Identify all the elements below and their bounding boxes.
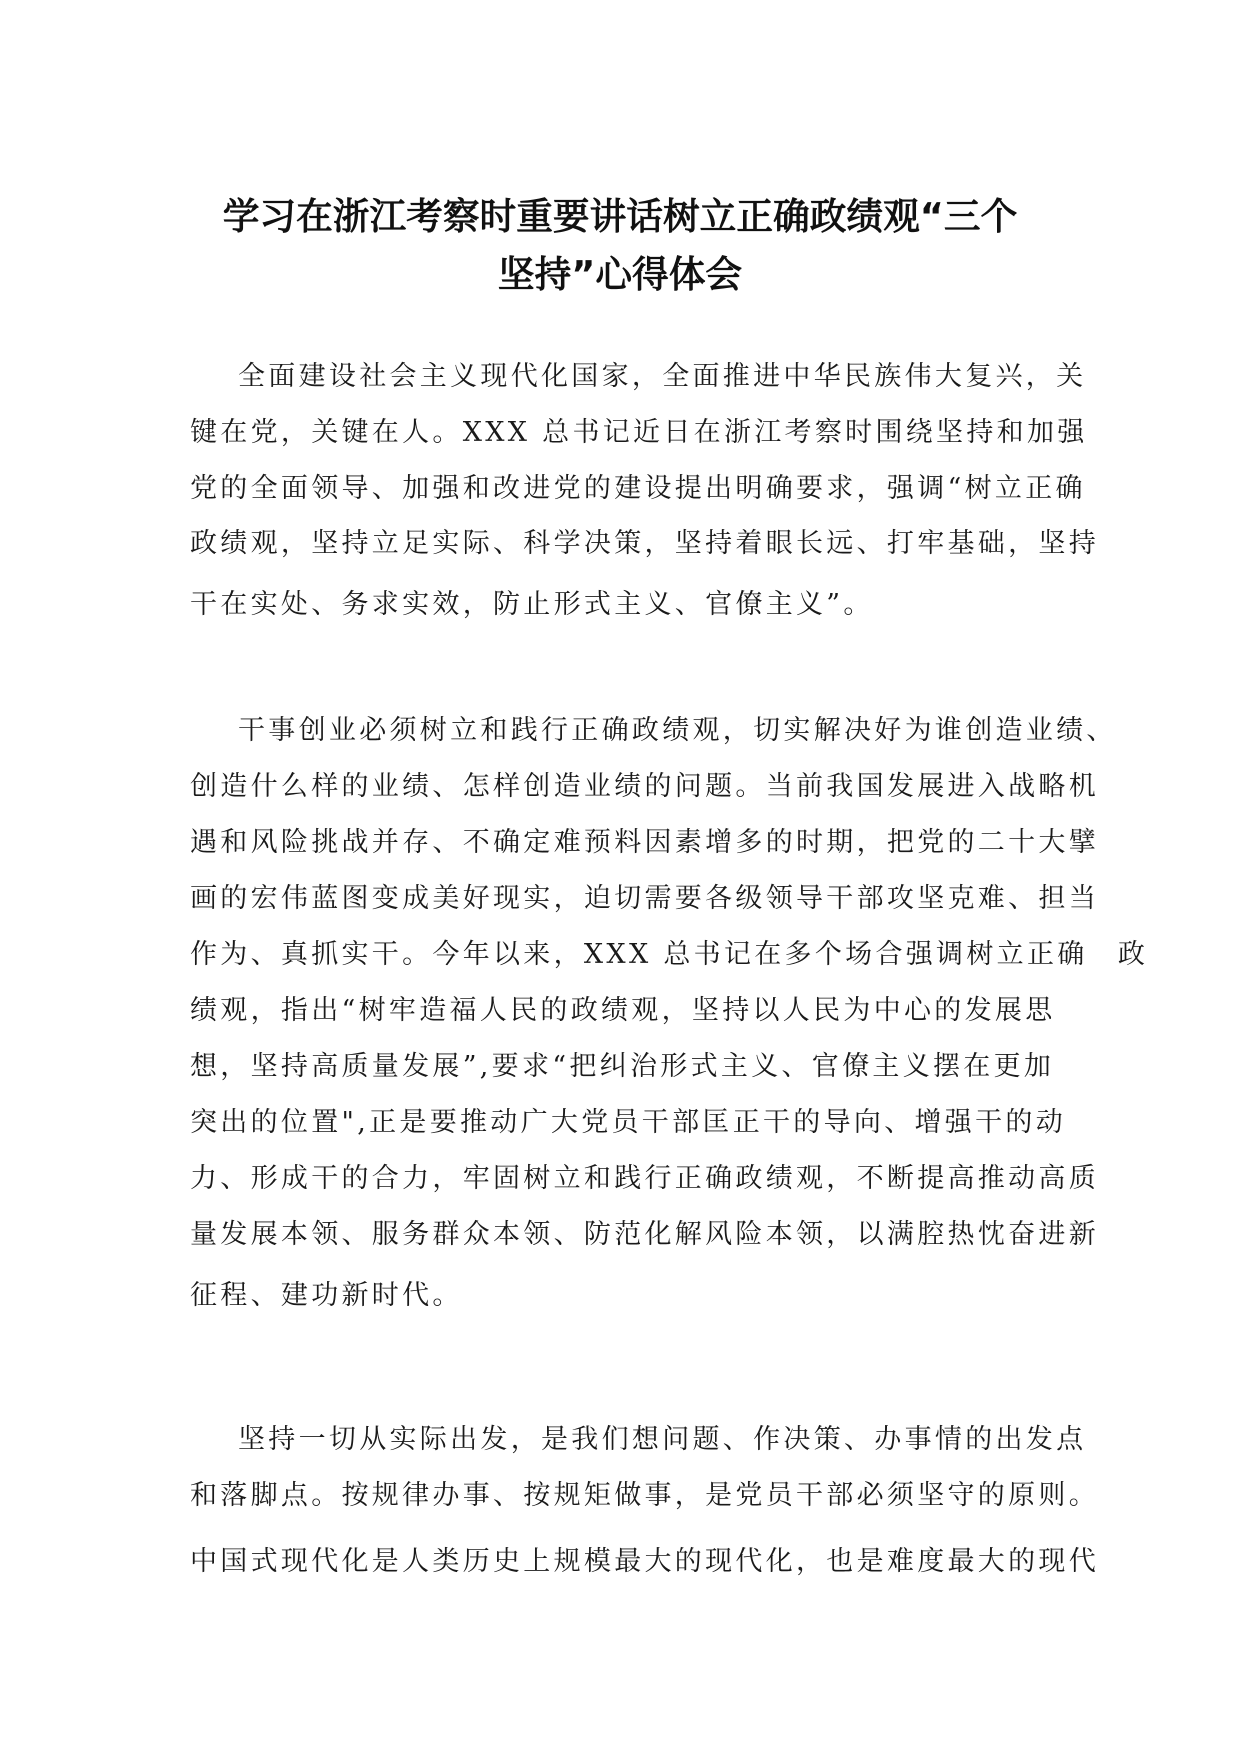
paragraph-1-line-1: 全面建设社会主义现代化国家，全面推进中华民族伟大复兴，关 [238, 361, 1087, 392]
paragraph-1-line-3: 党的全面领导、加强和改进党的建设提出明确要求，强调“树立正确 [190, 473, 1086, 504]
document-title-line-2: 坚持”心得体会 [497, 253, 743, 296]
paragraph-2-line-2: 创造什么样的业绩、怎样创造业绩的问题。当前我国发展进入战略机 [190, 771, 1099, 802]
paragraph-1-line-4: 政绩观，坚持立足实际、科学决策，坚持着眼长远、打牢基础，坚持 [190, 528, 1099, 559]
paragraph-2-line-10: 量发展本领、服务群众本领、防范化解风险本领，以满腔热忱奋进新 [190, 1219, 1099, 1250]
paragraph-2-line-3: 遇和风险挑战并存、不确定难预料因素增多的时期，把党的二十大擘 [190, 827, 1099, 858]
paragraph-1-line-5: 干在实处、务求实效，防止形式主义、官僚主义”。 [190, 589, 874, 620]
paragraph-2-line-11: 征程、建功新时代。 [190, 1280, 463, 1311]
paragraph-2-line-7: 想，坚持高质量发展”,要求“把纠治形式主义、官僚主义摆在更加 [190, 1051, 1055, 1082]
document-title-line-1: 学习在浙江考察时重要讲话树立正确政绩观“三个 [222, 195, 1018, 238]
paragraph-2-line-4: 画的宏伟蓝图变成美好现实，迫切需要各级领导干部攻坚克难、担当 [190, 883, 1099, 914]
paragraph-2-line-9: 力、形成干的合力，牢固树立和践行正确政绩观，不断提高推动高质 [190, 1163, 1099, 1194]
paragraph-2-line-8: 突出的位置",正是要推动广大党员干部匡正干的导向、增强干的动 [190, 1107, 1066, 1138]
paragraph-1-line-2: 键在党，关键在人。XXX 总书记近日在浙江考察时围绕坚持和加强 [190, 417, 1088, 448]
paragraph-2-line-6: 绩观，指出“树牢造福人民的政绩观，坚持以人民为中心的发展思 [190, 995, 1056, 1026]
paragraph-3-line-2: 和落脚点。按规律办事、按规矩做事，是党员干部必须坚守的原则。 [190, 1480, 1099, 1511]
paragraph-2-line-5: 作为、真抓实干。今年以来，XXX 总书记在多个场合强调树立正确 政 [190, 939, 1149, 970]
paragraph-3-line-1: 坚持一切从实际出发，是我们想问题、作决策、办事情的出发点 [238, 1424, 1087, 1455]
paragraph-3-line-3: 中国式现代化是人类历史上规模最大的现代化，也是难度最大的现代 [190, 1546, 1099, 1577]
paragraph-2-line-1: 干事创业必须树立和践行正确政绩观，切实解决好为谁创造业绩、 [238, 715, 1117, 746]
